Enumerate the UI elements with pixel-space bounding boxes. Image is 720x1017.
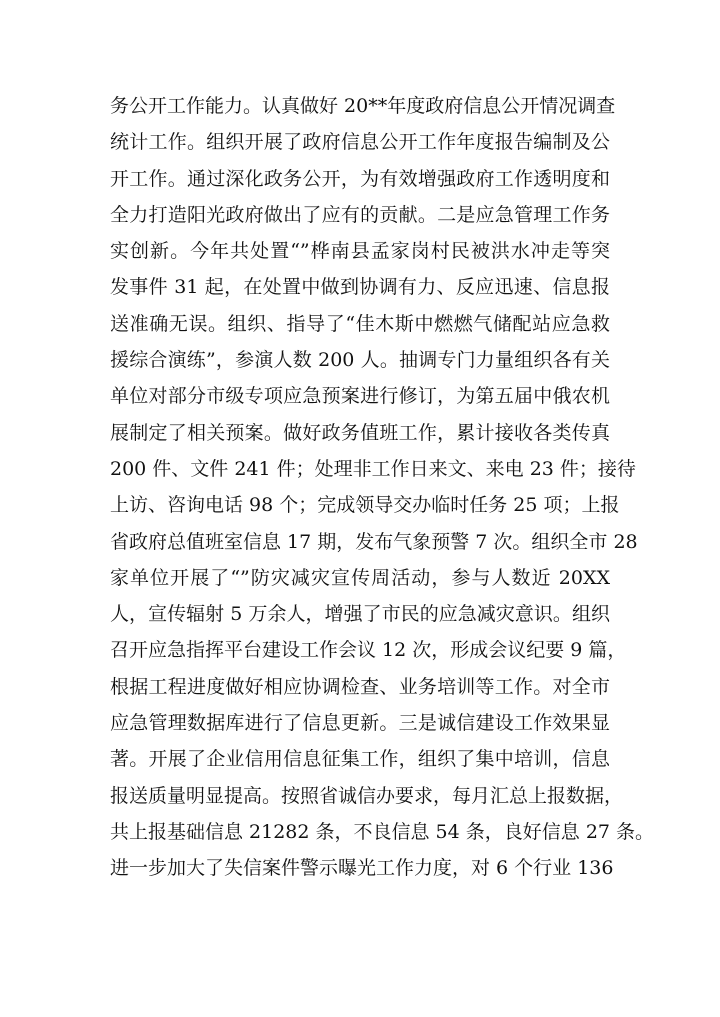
text-line: 实创新。今年共处置“”桦南县孟家岗村民被洪水冲走等突 bbox=[110, 240, 610, 263]
text-line: 进一步加大了失信案件警示曝光工作力度，对 6 个行业 136 bbox=[110, 857, 614, 880]
text-line: 报送质量明显提高。按照省诚信办要求，每月汇总上报数据， bbox=[110, 784, 624, 807]
text-line: 根据工程进度做好相应协调检查、业务培训等工作。对全市 bbox=[110, 675, 610, 698]
text-line: 统计工作。组织开展了政府信息公开工作年度报告编制及公 bbox=[110, 131, 610, 154]
text-line: 人，宣传辐射 5 万余人，增强了市民的应急减灾意识。组织 bbox=[110, 603, 610, 626]
body-text bbox=[110, 88, 655, 887]
text-line: 务公开工作能力。认真做好 20**年度政府信息公开情况调查 bbox=[110, 95, 616, 117]
text-line: 展制定了相关预案。做好政务值班工作，累计接收各类传真 bbox=[110, 421, 610, 444]
text-line: 发事件 31 起，在处置中做到协调有力、反应迅速、信息报 bbox=[110, 276, 610, 299]
text-line: 著。开展了企业信用信息征集工作，组织了集中培训，信息 bbox=[110, 748, 610, 771]
text-line: 召开应急指挥平台建设工作会议 12 次，形成会议纪要 9 篇， bbox=[110, 639, 627, 662]
text-line: 上访、咨询电话 98 个；完成领导交办临时任务 25 项；上报 bbox=[110, 494, 620, 517]
text-line: 应急管理数据库进行了信息更新。三是诚信建设工作效果显 bbox=[110, 712, 610, 735]
text-line: 开工作。通过深化政务公开，为有效增强政府工作透明度和 bbox=[110, 167, 610, 190]
text-line: 送准确无误。组织、指导了“佳木斯中燃燃气储配站应急救 bbox=[110, 312, 610, 335]
text-line: 家单位开展了“”防灾减灾宣传周活动，参与人数近 20XX bbox=[110, 566, 610, 589]
text-line: 省政府总值班室信息 17 期，发布气象预警 7 次。组织全市 28 bbox=[110, 530, 638, 553]
text-line: 援综合演练”，参演人数 200 人。抽调专门力量组织各有关 bbox=[110, 349, 610, 372]
text-line: 200 件、文件 241 件；处理非工作日来文、来电 23 件；接待 bbox=[110, 457, 636, 480]
text-line: 全力打造阳光政府做出了应有的贡献。二是应急管理工作务 bbox=[110, 203, 610, 226]
text-line: 单位对部分市级专项应急预案进行修订，为第五届中俄农机 bbox=[110, 385, 610, 408]
text-line: 共上报基础信息 21282 条，不良信息 54 条，良好信息 27 条。 bbox=[110, 820, 655, 843]
